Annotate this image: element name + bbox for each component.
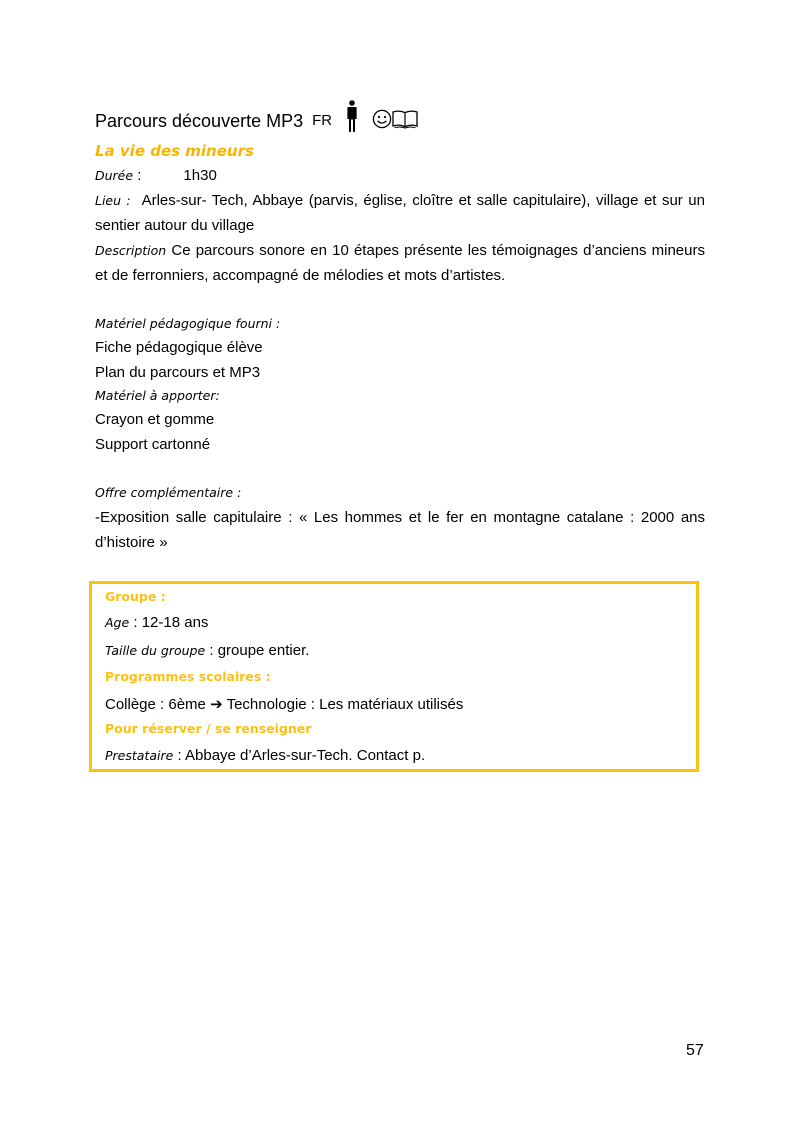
program-level: Collège : 6ème	[105, 696, 206, 713]
duration-label: Durée	[95, 168, 134, 183]
description-label: Description	[95, 243, 167, 258]
group-size-label: Taille du groupe	[105, 643, 206, 658]
group-size-value: groupe entier.	[217, 642, 310, 659]
place-label: Lieu :	[95, 193, 131, 208]
bring-materials-label: Matériel à apporter:	[95, 388, 220, 403]
duration-value: 1h30	[183, 167, 217, 184]
duration-line: Durée : 1h30	[95, 167, 217, 184]
smiley-icon	[372, 109, 392, 129]
provided-materials-label: Matériel pédagogique fourni :	[95, 316, 281, 331]
page-title: Parcours découverte MP3	[95, 111, 304, 131]
provided-item: Fiche pédagogique élève	[95, 339, 263, 356]
info-box	[89, 581, 699, 772]
person-standing-icon	[346, 100, 358, 132]
provided-item: Plan du parcours et MP3	[95, 364, 261, 381]
booking-heading: Pour réserver / se renseigner	[105, 721, 312, 736]
title-row	[95, 98, 418, 132]
description-paragraph	[95, 239, 705, 288]
language-tag: FR	[312, 112, 333, 129]
offer-label: Offre complémentaire :	[95, 485, 242, 500]
age-value: 12-18 ans	[141, 614, 209, 631]
bring-item: Crayon et gomme	[95, 411, 215, 428]
programs-heading: Programmes scolaires :	[105, 669, 271, 684]
group-heading: Groupe :	[105, 589, 166, 604]
age-line: Age : 12-18 ans	[105, 614, 209, 631]
bring-item: Support cartonné	[95, 436, 211, 453]
right-arrow-icon: ➔	[210, 695, 223, 713]
audience-icons	[346, 100, 418, 132]
group-size-line: Taille du groupe : groupe entier.	[105, 642, 310, 659]
program-line	[105, 692, 463, 717]
provider-label: Prestataire	[105, 748, 174, 763]
open-book-icon	[392, 109, 418, 129]
place-paragraph	[95, 189, 705, 238]
description-value: Ce parcours sonore en 10 étapes présente les témoignages d’anciens mineurs et de ferronniers, accompagné de mélodies et mots d’artistes.	[95, 242, 705, 284]
provider-value: Abbaye d’Arles-sur-Tech. Contact p.	[185, 747, 426, 764]
provider-line: Prestataire : Abbaye d’Arles-sur-Tech. Contact p.	[105, 747, 426, 764]
page-number: 57	[686, 1042, 704, 1059]
age-label: Age	[105, 615, 130, 630]
program-subject: Technologie : Les matériaux utilisés	[226, 696, 464, 713]
place-value: Arles-sur- Tech, Abbaye (parvis, église, cloître et salle capitulaire), village et sur un sentier autour du village	[95, 192, 705, 234]
offer-text: -Exposition salle capitulaire : « Les hommes et le fer en montagne catalane : 2000 ans d’histoire »	[95, 509, 705, 551]
subtitle: La vie des mineurs	[95, 142, 254, 160]
